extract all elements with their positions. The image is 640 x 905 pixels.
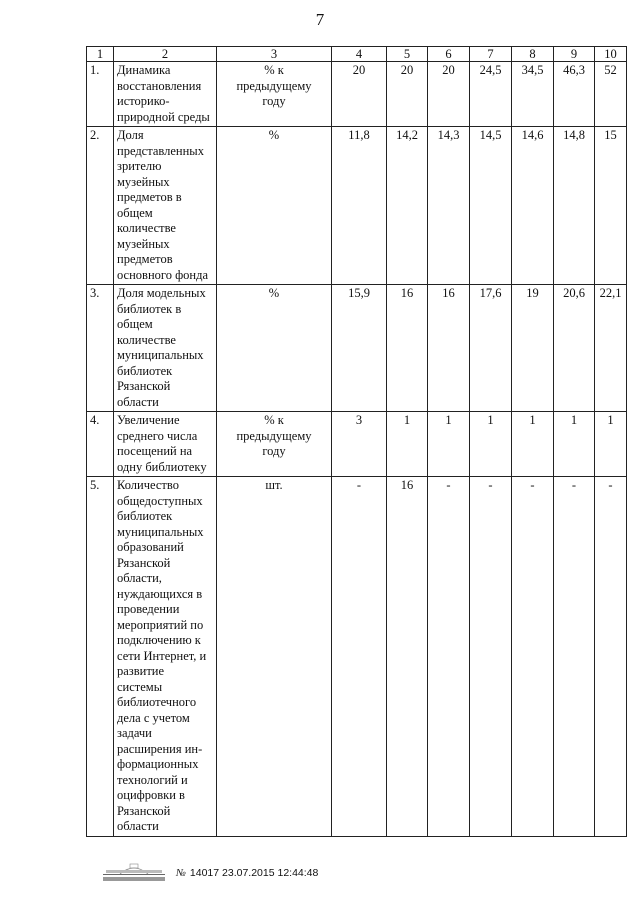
stamp-text: 14017 23.07.2015 12:44:48 — [189, 867, 319, 879]
indicator-name-line: одну библиотеку — [117, 459, 207, 474]
value-cell: 14,5 — [470, 127, 512, 285]
unit-line: % к — [264, 413, 284, 427]
indicator-name — [114, 412, 217, 477]
row-number: 4. — [87, 412, 114, 477]
value-cell: 3 — [332, 412, 387, 477]
value-cell: 17,6 — [470, 285, 512, 412]
column-header: 1 — [87, 47, 114, 62]
table-row — [87, 127, 627, 285]
value-cell: 20,6 — [554, 285, 595, 412]
indicator-name-line: музейных — [117, 174, 170, 189]
indicator-name-line: восстановления — [117, 78, 202, 93]
row-number: 3. — [87, 285, 114, 412]
row-number: 2. — [87, 127, 114, 285]
unit-line: % к — [264, 63, 284, 77]
indicator-name-line: природной среды — [117, 109, 210, 124]
value-cell: 16 — [387, 285, 428, 412]
indicator-name-line: библиотечного — [117, 695, 197, 709]
value-cell: 15,9 — [332, 285, 387, 412]
indicator-name — [114, 127, 217, 285]
number-sign: № — [176, 868, 186, 879]
indicator-name-line: оцифровки в — [117, 788, 185, 802]
indicator-name-line: развитие — [117, 664, 165, 678]
indicator-name-line: образований — [117, 540, 184, 554]
indicator-name-line: задачи — [117, 726, 152, 740]
indicator-name-line: области, — [117, 571, 162, 585]
value-cell: 46,3 — [554, 62, 595, 127]
indicator-name-line: области — [117, 394, 159, 409]
column-header: 7 — [470, 47, 512, 62]
indicator-name-line: предметов — [117, 252, 173, 266]
value-cell: 11,8 — [332, 127, 387, 285]
unit-of-measure — [217, 285, 332, 412]
page-number: 7 — [315, 10, 325, 29]
value-cell: 15 — [595, 127, 627, 285]
value-cell: 14,2 — [387, 127, 428, 285]
indicator-name-line: подключению к — [117, 633, 201, 647]
document-stamp — [176, 867, 318, 879]
indicator-name-line: посещений на — [117, 444, 193, 458]
indicator-name — [114, 62, 217, 127]
indicator-name-line: сети Интернет, и — [117, 648, 207, 663]
value-cell: - — [470, 477, 512, 837]
indicator-name-line: муниципальных — [117, 524, 204, 539]
column-header: 9 — [554, 47, 595, 62]
value-cell: 1 — [428, 412, 470, 477]
indicator-name-line: Рязанской — [117, 803, 171, 818]
table-header-row — [87, 47, 627, 62]
indicator-name-line: библиотек — [117, 509, 173, 523]
value-cell: 16 — [428, 285, 470, 412]
indicator-name-line: зрителю — [117, 159, 162, 173]
indicator-name-line: Динамика — [117, 63, 171, 77]
value-cell: 14,6 — [512, 127, 554, 285]
document-footer — [100, 862, 360, 884]
indicator-name-line: общем — [117, 205, 153, 220]
row-number: 1. — [87, 62, 114, 127]
indicator-name-line: основного фонда — [117, 267, 209, 282]
value-cell: 22,1 — [595, 285, 627, 412]
unit-line: году — [262, 444, 286, 458]
row-number: 5. — [87, 477, 114, 837]
table-row — [87, 477, 627, 837]
table-row — [87, 62, 627, 127]
indicator-name-line: нуждающихся в — [117, 586, 203, 601]
indicator-name-line: технологий и — [117, 772, 188, 787]
unit-of-measure — [217, 477, 332, 837]
indicator-name-line: Рязанской — [117, 555, 171, 570]
indicator-name — [114, 477, 217, 837]
value-cell: 1 — [512, 412, 554, 477]
unit-line: предыдущему — [236, 428, 312, 443]
indicator-name-line: области — [117, 819, 159, 833]
unit-line: шт. — [265, 478, 283, 492]
unit-line: % — [268, 286, 280, 300]
column-header: 5 — [387, 47, 428, 62]
value-cell: 20 — [332, 62, 387, 127]
value-cell: 34,5 — [512, 62, 554, 127]
indicator-name-line: предметов в — [117, 190, 182, 204]
column-header: 3 — [217, 47, 332, 62]
value-cell: - — [332, 477, 387, 837]
indicator-name-line: Рязанской — [117, 379, 171, 393]
indicator-name-line: проведении — [117, 602, 180, 616]
indicator-name-line: Доля — [117, 128, 144, 142]
value-cell: 14,8 — [554, 127, 595, 285]
value-cell: - — [428, 477, 470, 837]
unit-line: году — [262, 94, 286, 108]
value-cell: - — [595, 477, 627, 837]
unit-of-measure — [217, 127, 332, 285]
indicator-name-line: Доля модельных — [117, 286, 206, 300]
indicator-name-line: Количество — [117, 478, 179, 492]
indicator-name-line: библиотек в — [117, 301, 182, 316]
value-cell: 1 — [554, 412, 595, 477]
value-cell: 20 — [428, 62, 470, 127]
column-header: 6 — [428, 47, 470, 62]
indicators-table — [86, 46, 627, 837]
indicator-name-line: расширения ин- — [117, 741, 203, 756]
value-cell: 19 — [512, 285, 554, 412]
indicator-name-line: библиотек — [117, 363, 173, 378]
indicator-name-line: среднего числа — [117, 428, 198, 443]
indicator-name-line: общем — [117, 317, 153, 331]
indicator-name-line: дела с учетом — [117, 710, 190, 725]
table-row — [87, 285, 627, 412]
indicator-name-line: общедоступных — [117, 493, 203, 508]
value-cell: - — [554, 477, 595, 837]
value-cell: 20 — [387, 62, 428, 127]
indicator-name — [114, 285, 217, 412]
value-cell: 24,5 — [470, 62, 512, 127]
indicator-name-line: историко- — [117, 94, 170, 108]
unit-line: % — [268, 128, 280, 142]
unit-of-measure — [217, 62, 332, 127]
value-cell: - — [512, 477, 554, 837]
column-header: 8 — [512, 47, 554, 62]
unit-of-measure — [217, 412, 332, 477]
value-cell: 52 — [595, 62, 627, 127]
indicator-name-line: Увеличение — [117, 413, 180, 427]
column-header: 2 — [114, 47, 217, 62]
column-header: 4 — [332, 47, 387, 62]
unit-line: предыдущему — [236, 78, 312, 93]
indicator-name-line: представленных — [117, 143, 204, 158]
indicator-name-line: мероприятий по — [117, 617, 204, 632]
value-cell: 16 — [387, 477, 428, 837]
indicator-name-line: количестве — [117, 221, 176, 235]
indicator-name-line: количестве — [117, 332, 176, 347]
value-cell: 14,3 — [428, 127, 470, 285]
registry-logo-icon — [100, 862, 168, 884]
value-cell: 1 — [387, 412, 428, 477]
indicator-name-line: системы — [117, 679, 163, 694]
indicator-name-line: музейных — [117, 236, 170, 251]
table-row — [87, 412, 627, 477]
indicator-name-line: формационных — [117, 757, 199, 771]
value-cell: 1 — [595, 412, 627, 477]
value-cell: 1 — [470, 412, 512, 477]
column-header: 10 — [595, 47, 627, 62]
indicator-name-line: муниципальных — [117, 348, 204, 362]
